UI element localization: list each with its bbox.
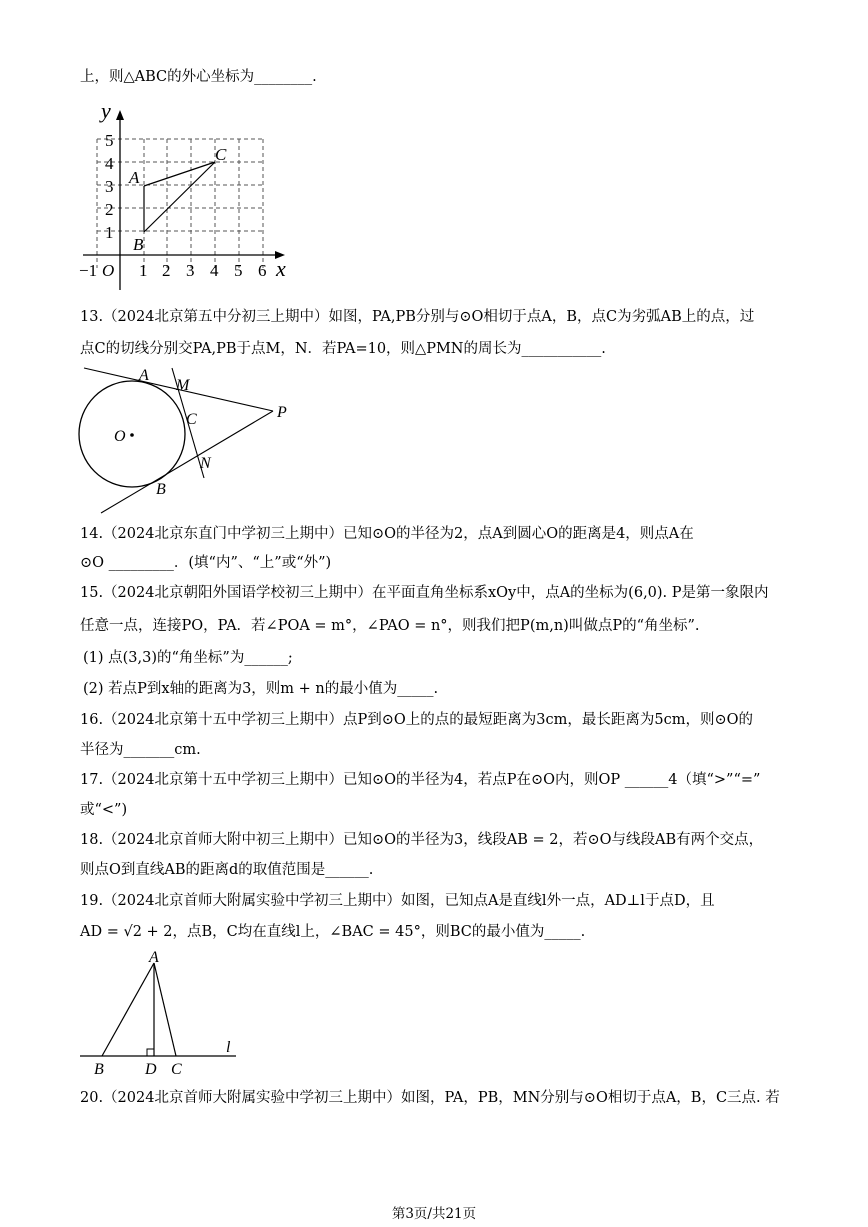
- fig19-triangle-on-line: [76, 948, 246, 1078]
- q17-line1: 17.（2024北京第十五中学初三上期中）已知⊙O的半径为4，若点P在⊙O内，则OP ______4（填“>”“=”: [80, 772, 761, 788]
- y-tick-label: 4: [105, 154, 114, 173]
- q13-line1: 13.（2024北京第五中分初三上期中）如图，PA,PB分别与⊙O相切于点A，B，点C为劣弧AB上的点，过: [80, 309, 755, 325]
- y-axis-label: y: [101, 98, 111, 123]
- x-tick-label: 5: [234, 261, 243, 280]
- q19-line1: 19.（2024北京首师大附属实验中学初三上期中）如图，已知点A是直线l外一点，AD⊥l于点D，且: [80, 893, 715, 909]
- label-b: B: [94, 1061, 104, 1078]
- label-a: A: [149, 949, 159, 966]
- label-a: A: [139, 367, 149, 384]
- page-footer: 第3页/共21页: [391, 1206, 477, 1222]
- label-b: B: [156, 481, 166, 498]
- q18-line1: 18.（2024北京首师大附中初三上期中）已知⊙O的半径为3，线段AB = 2，若⊙O与线段AB有两个交点，: [80, 832, 764, 848]
- y-tick-label: 5: [105, 131, 114, 150]
- label-p: P: [277, 404, 287, 421]
- q16-line2: 半径为_______cm.: [80, 742, 201, 758]
- x-tick-label: 6: [258, 261, 267, 280]
- q15-line2: 任意一点，连接PO，PA．若∠POA = m°，∠PAO = n°，则我们把P(m,n)叫做点P的“角坐标”.: [80, 618, 700, 634]
- fig13-tangent-circle: [76, 362, 306, 517]
- q20-line1: 20.（2024北京首师大附属实验中学初三上期中）如图，PA，PB，MN分别与⊙O相切于点A，B，C三点. 若: [80, 1090, 780, 1106]
- q13-line2: 点C的切线分别交PA,PB于点M，N．若PA=10，则△PMN的周长为___________.: [80, 341, 606, 357]
- q19-line2: AD = √2 + 2，点B，C均在直线l上，∠BAC = 45°，则BC的最小值为_____.: [80, 924, 586, 940]
- q15-part2: (2) 若点P到x轴的距离为3，则m + n的最小值为_____.: [83, 681, 439, 697]
- label-o: O: [114, 428, 126, 445]
- label-c: C: [171, 1061, 182, 1078]
- q15-line1: 15.（2024北京朝阳外国语学校初三上期中）在平面直角坐标系xOy中，点A的坐标为(6,0). P是第一象限内: [80, 585, 769, 601]
- label-l: l: [226, 1039, 231, 1056]
- point-c-label: C: [215, 145, 227, 164]
- q17-line2: 或“<”): [80, 802, 128, 818]
- q15-part1: (1) 点(3,3)的“角坐标”为______;: [83, 650, 293, 666]
- q12-tail: 上，则△ABC的外心坐标为________.: [80, 69, 317, 85]
- label-m: M: [176, 377, 190, 394]
- x-tick-label: 2: [162, 261, 171, 280]
- q18-line2: 则点O到直线AB的距离d的取值范围是______.: [80, 862, 374, 878]
- x-tick-label: 1: [139, 261, 148, 280]
- y-tick-label: 1: [105, 223, 114, 242]
- origin-label: O: [102, 261, 115, 280]
- x-axis-label: x: [276, 256, 286, 281]
- x-tick-label: 3: [186, 261, 195, 280]
- x-tick-label: −1: [79, 261, 98, 280]
- label-d: D: [145, 1061, 157, 1078]
- point-b-label: B: [133, 235, 144, 254]
- q14-line2: ⊙O _________．(填“内”、“上”或“外”): [80, 555, 332, 571]
- point-a-label: A: [129, 168, 140, 187]
- y-tick-label: 3: [105, 177, 114, 196]
- label-c: C: [186, 411, 197, 428]
- q16-line1: 16.（2024北京第十五中学初三上期中）点P到⊙O上的点的最短距离为3cm，最长距离为5cm，则⊙O的: [80, 712, 753, 728]
- x-tick-label: 4: [210, 261, 219, 280]
- label-n: N: [200, 455, 211, 472]
- q14-line1: 14.（2024北京东直门中学初三上期中）已知⊙O的半径为2，点A到圆心O的距离是4，则点A在: [80, 526, 694, 542]
- fig12-coordinate-grid: [75, 98, 305, 298]
- y-tick-label: 2: [105, 200, 114, 219]
